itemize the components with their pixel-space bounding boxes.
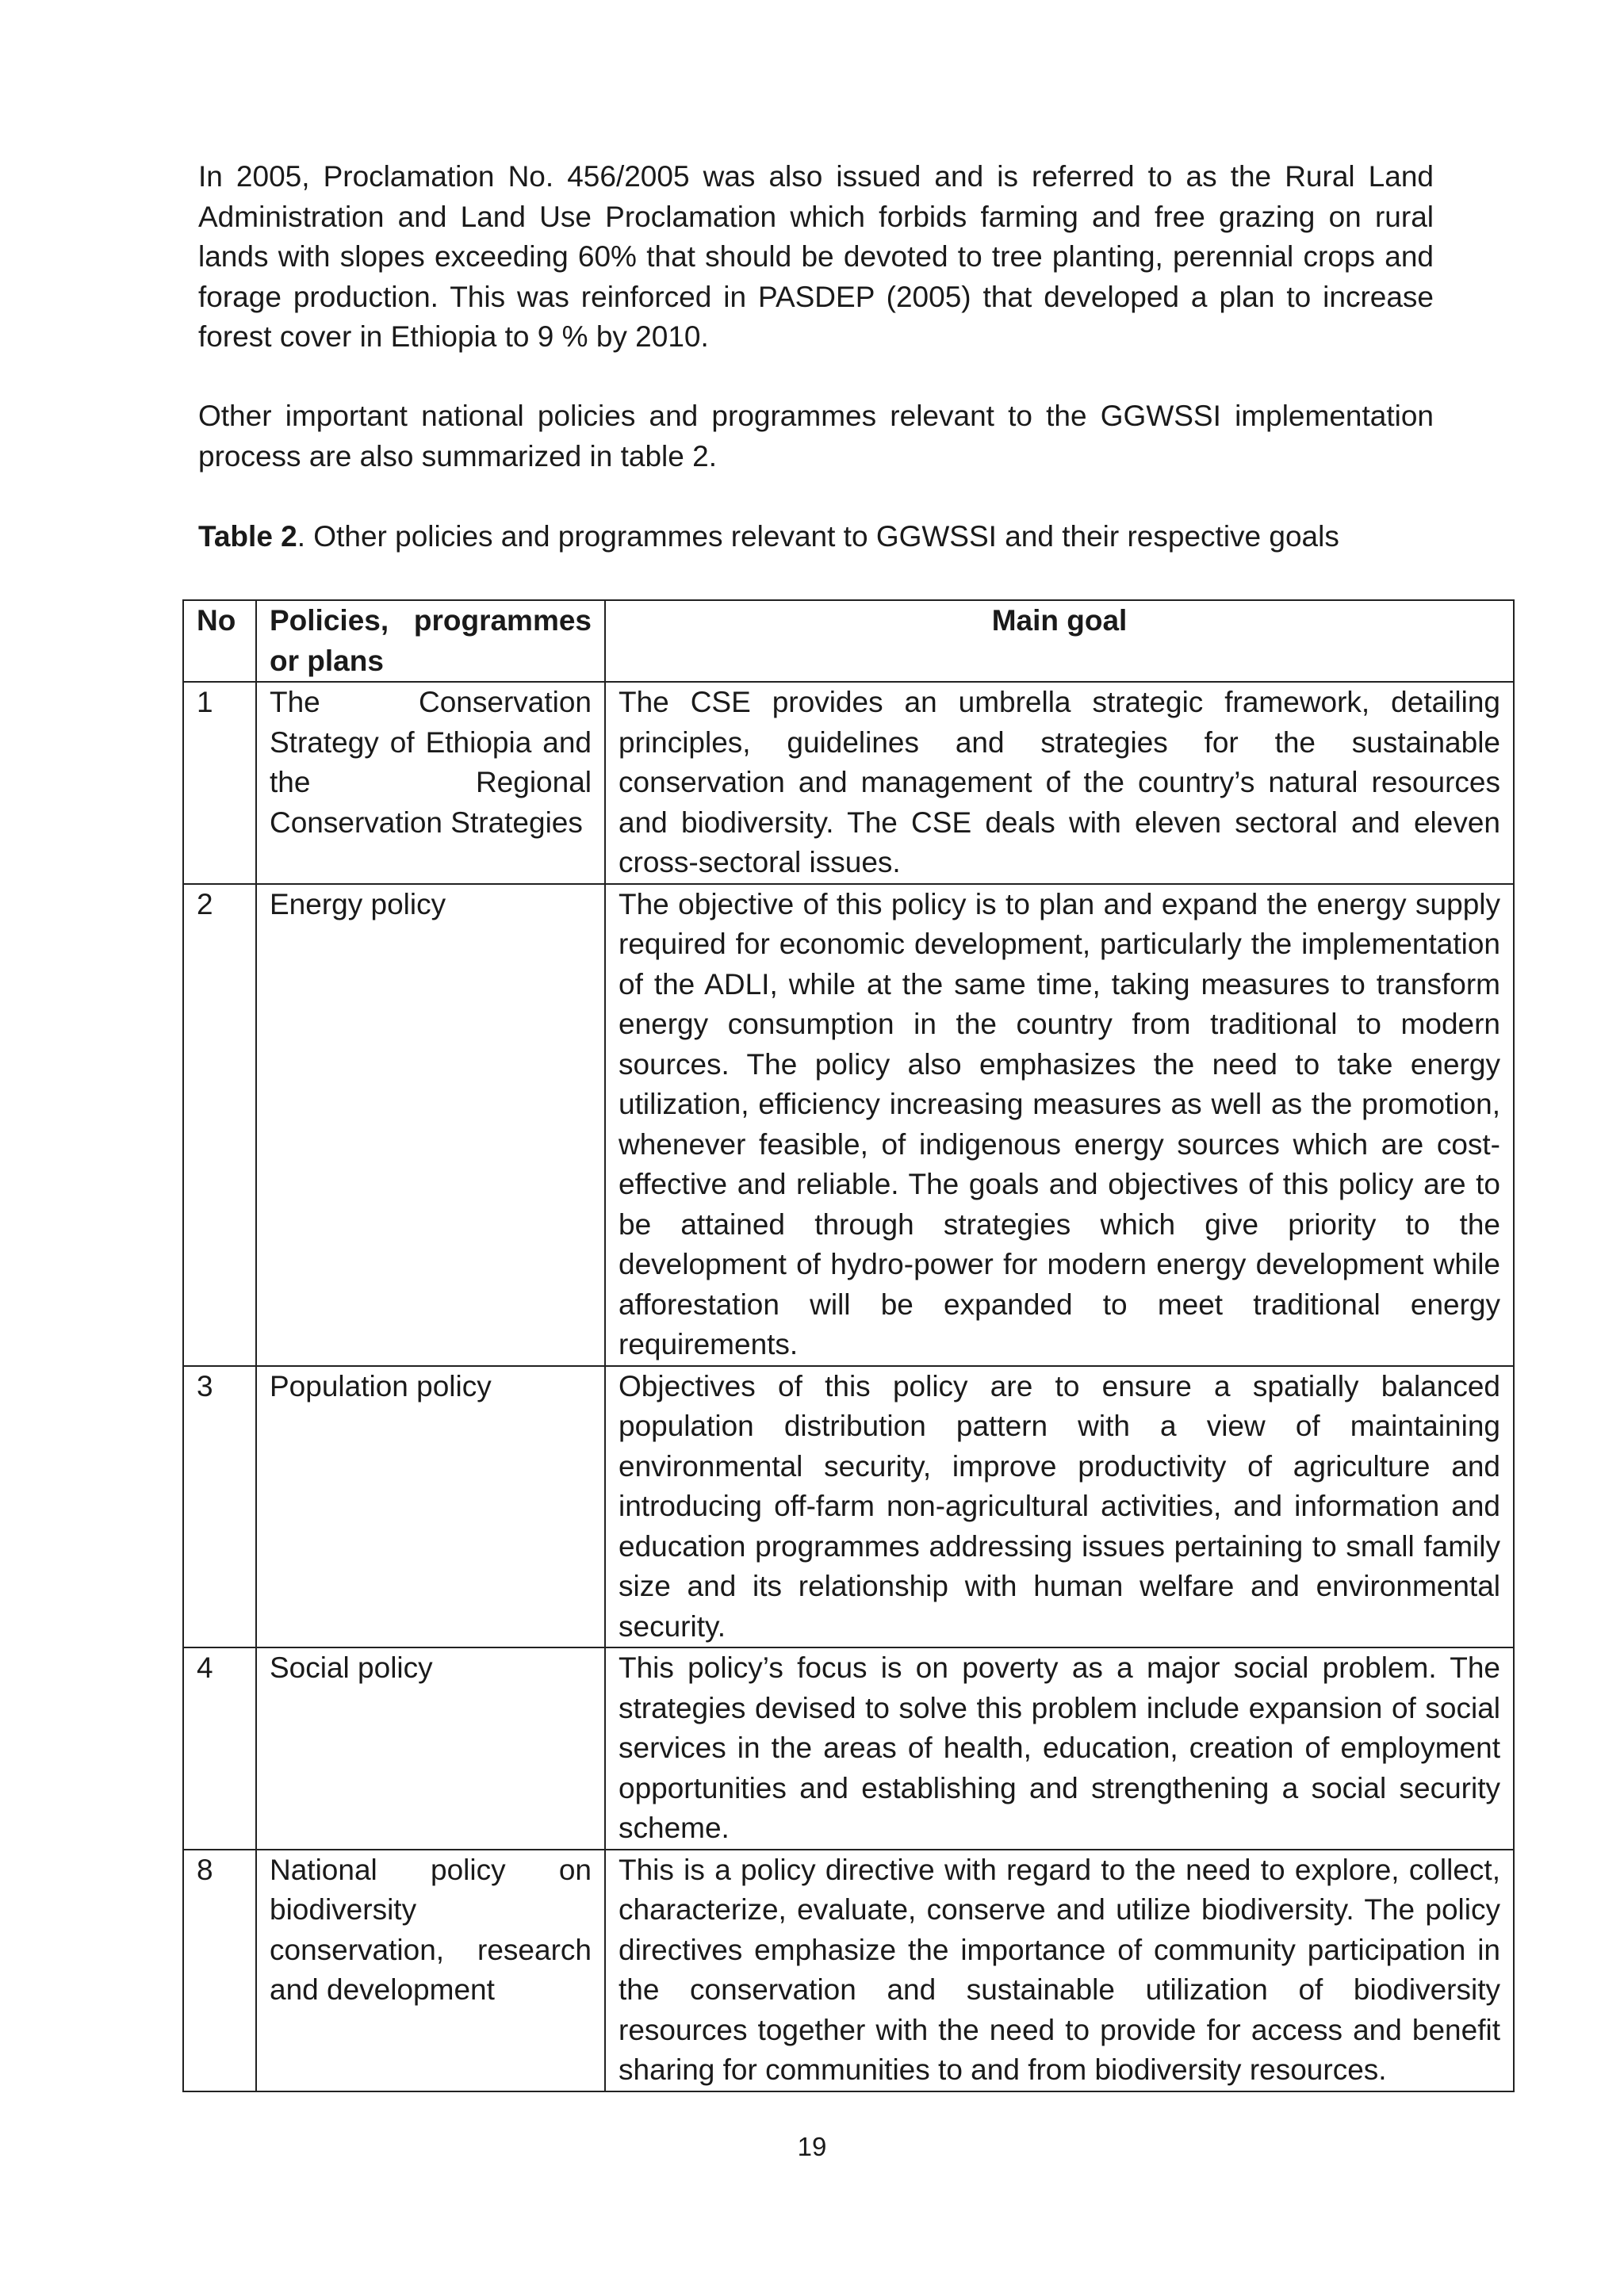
row-number: 1 <box>183 682 256 884</box>
table-caption-text: . Other policies and programmes relevant to GGWSSI and their respective goals <box>297 520 1339 553</box>
row-goal: Objectives of this policy are to ensure a spatially balanced population distribution pattern with a view of maintaining environmental security, improve productivity of agriculture and introducing off-farm non-agricultural activities, and information and education programmes addressing issues pertaining to small family size and its relationship with human welfare and environmental security. <box>605 1366 1514 1648</box>
table-caption <box>198 517 1434 557</box>
row-policy: The Conservation Strategy of Ethiopia and the Regional Conservation Strategies <box>256 682 605 884</box>
header-no: No <box>183 600 256 682</box>
header-policy: Policies, programmes or plans <box>256 600 605 682</box>
row-policy: Social policy <box>256 1647 605 1850</box>
header-main-goal: Main goal <box>605 600 1514 682</box>
row-number: 3 <box>183 1366 256 1648</box>
table-header-row <box>183 600 1514 682</box>
table-row <box>183 1366 1514 1648</box>
page-number: 19 <box>797 2132 827 2161</box>
row-goal: This policy’s focus is on poverty as a major social problem. The strategies devised to solve this problem include expansion of social services in the areas of health, education, creation of employment opportunities and establishing and strengthening a social security scheme. <box>605 1647 1514 1850</box>
row-number: 2 <box>183 884 256 1366</box>
paragraph-other-policies-intro: Other important national policies and programmes relevant to the GGWSSI implementation process are also summarized in table 2. <box>198 400 1434 473</box>
row-goal: The CSE provides an umbrella strategic framework, detailing principles, guidelines and strategies for the sustainable conservation and management of the country’s natural resources and biodiversity. The CSE deals with eleven sectoral and eleven cross-sectoral issues. <box>605 682 1514 884</box>
row-goal: The objective of this policy is to plan and expand the energy supply required for economic development, particularly the implementation of the ADLI, while at the same time, taking measures to transform energy consumption in the country from traditional to modern sources. The policy also emphasizes the need to take energy utilization, efficiency increasing measures as well as the promotion, whenever feasible, of indigenous energy sources which are cost-effective and reliable. The goals and objectives of this policy are to be attained through strategies which give priority to the development of hydro-power for modern energy development while afforestation will be expanded to meet traditional energy requirements. <box>605 884 1514 1366</box>
row-policy: National policy on biodiversity conservation, research and development <box>256 1850 605 2091</box>
table-caption-label: Table 2 <box>198 520 297 553</box>
table-row <box>183 1850 1514 2091</box>
row-goal: This is a policy directive with regard to the need to explore, collect, characterize, evaluate, conserve and utilize biodiversity. The policy directives emphasize the importance of community participation in the conservation and sustainable utilization of biodiversity resources together with the need to provide for access and benefit sharing for communities to and from biodiversity resources. <box>605 1850 1514 2091</box>
row-number: 8 <box>183 1850 256 2091</box>
paragraph-rural-land-proclamation: In 2005, Proclamation No. 456/2005 was also issued and is referred to as the Rural Land Administration and Land Use Proclamation which forbids farming and free grazing on rural lands with slopes exceeding 60% that should be devoted to tree planting, perennial crops and forage production. This was reinforced in PASDEP (2005) that developed a plan to increase forest cover in Ethiopia to 9 % by 2010. <box>198 160 1434 353</box>
policies-table <box>182 599 1515 2092</box>
table-row <box>183 1647 1514 1850</box>
row-policy: Energy policy <box>256 884 605 1366</box>
row-number: 4 <box>183 1647 256 1850</box>
table-row <box>183 682 1514 884</box>
row-policy: Population policy <box>256 1366 605 1648</box>
table-row <box>183 884 1514 1366</box>
